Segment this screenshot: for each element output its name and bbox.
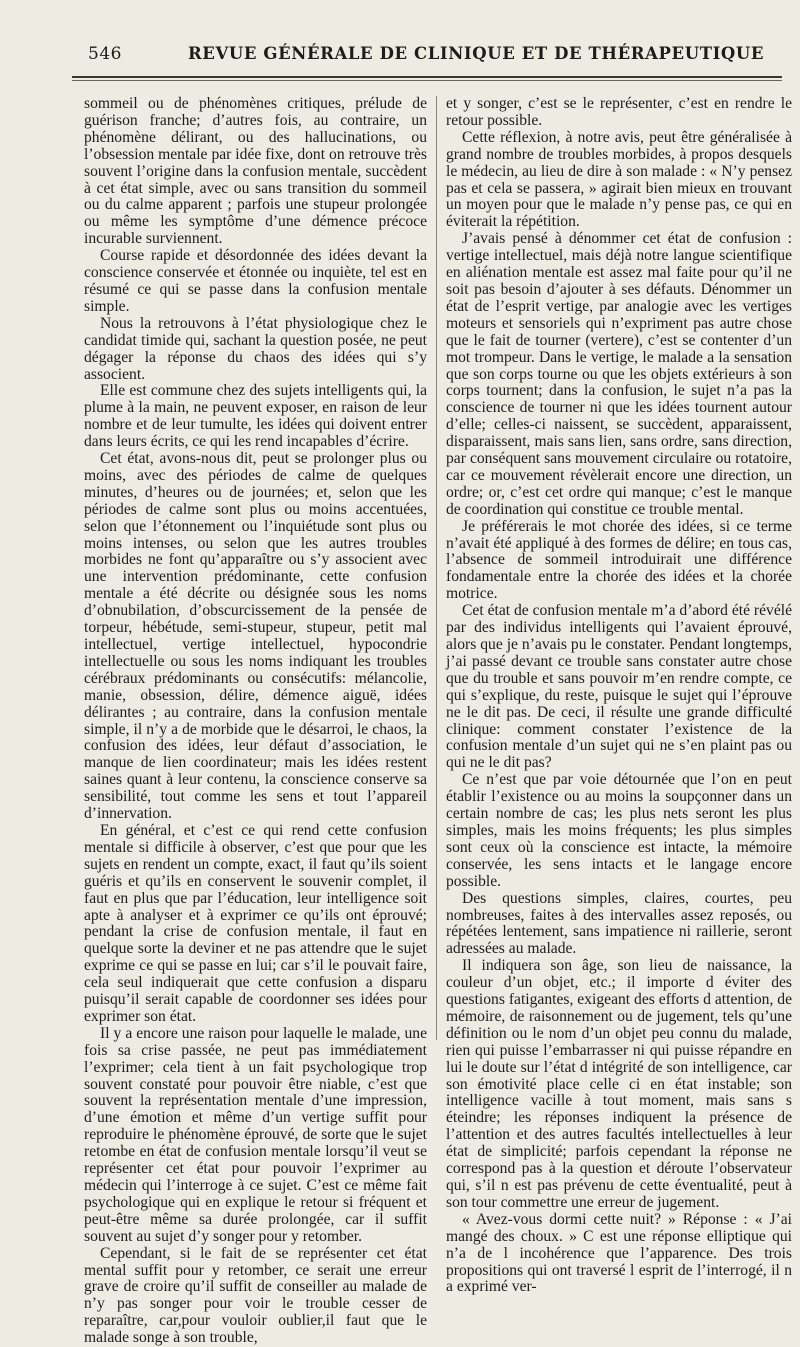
page-header [0, 0, 800, 82]
paragraph: Course rapide et désordonnée des idées devant la conscience conservée et étonnée ou inquiète, tel est en résumé ce qui se passe dans la confusion mentale simple. [84, 247, 427, 315]
running-title: REVUE GÉNÉRALE DE CLINIQUE ET DE THÉRAPEUTIQUE [188, 44, 765, 63]
paragraph: Cependant, si le fait de se représenter cet état mental suffit pour y retomber, ce serait une erreur grave de croire qu’il suffit de conseiller au malade de n’y pas songer pour voir le trouble cesser de reparaître, car,pour vouloir oublier,il faut que le malade songe à son trouble, [84, 1244, 427, 1347]
paragraph: Cette réflexion, à notre avis, peut être généralisée à grand nombre de troubles morbides, à propos desquels le médecin, au lieu de dire à son malade : « N’y pensez pas et cela se passera, » agirait bien mieux en trouvant un moyen pour que le malade n’y pense pas, ce qui en éviterait la répétition. [446, 128, 792, 231]
paragraph: En général, et c’est ce qui rend cette confusion mentale si difficile à observer, c’est que pour que les sujets en rendent un compte, exact, il faut qu’ils soient guéris et qu’ils en conservent le souvenir complet, il faut en plus que par l’éducation, leur intelligence soit apte à analyser et à exprimer ce qu’ils ont éprouvé; pendant la crise de confusion mentale, il faut en quelque sorte la deviner et ne pas attendre que le sujet exprime ce qui se passe en lui; car s’il le pouvait faire, cela seul indiquerait que cette confusion a disparu puisqu’il serait capable de coordonner ses idées pour exprimer son état. [84, 821, 427, 1025]
paragraph: « Avez-vous dormi cette nuit? » Réponse : « J’ai mangé des choux. » C est une réponse elliptique qui n’a de l incohérence que l’apparence. Des trois propositions qui ont traversé l esprit de l’interrogé, il n a exprimé ver- [446, 1210, 792, 1296]
paragraph: sommeil ou de phénomènes critiques, prélude de guérison franche; d’autres fois, au contraire, un phénomène délirant, ou des hallucinations, ou l’obsession mentale par idée fixe, dont on retrouve très souvent l’origine dans la confusion mentale, succèdent à cet état simple, avec ou sans transition du sommeil ou du calme apparent ; parfois une stupeur prolongée ou même les symptôme d’une démence précoce incurable surviennent. [84, 95, 427, 248]
paragraph: Elle est commune chez des sujets intelligents qui, la plume à la main, ne peuvent exposer, en raison de leur nombre et de leur tumulte, les idées qui doivent entrer dans leurs écrits, ce qui les rend incapables d’écrire. [84, 382, 427, 451]
left-column [84, 95, 427, 1347]
paragraph: Je préférerais le mot chorée des idées, si ce terme n’avait été appliqué à des formes de délire; en tous cas, l’absence de sommeil introduirait une différence fondamentale entre la chorée des idées et la chorée motrice. [446, 517, 792, 603]
header-rule-thin [72, 80, 782, 81]
paragraph: Ce n’est que par voie détournée que l’on en peut établir l’existence ou au moins la soupçonner dans un certain nombre de cas; les plus nets seront les plus simples, mais les moins fréquents; les plus simples sont ceux où la conscience est intacte, la mémoire conservée, les sens intacts et le langage encore possible. [446, 771, 792, 890]
column-divider [436, 96, 437, 1040]
paragraph: Il indiquera son âge, son lieu de naissance, la couleur d’un objet, etc.; il importe d éviter des questions fatigantes, exigeant des efforts d attention, de mémoire, de raisonnement ou de jugement, tels qu’une définition ou le nom d’un objet peu connu du malade, rien qui puisse l’embarrasser ni qui puisse répandre en lui le doute sur l’état d intégrité de son intelligence, car son émotivité place celle ci en état instable; son intelligence vacille à tout moment, mais sans s éteindre; les réponses indiquent la présence de l’attention et des autres facultés intellectuelles à leur état de simplicité; parfois cependant la réponse ne correspond pas à la question et déroute l’observateur qui, s’il n est pas prévenu de cette éventualité, peut à son tour commettre une erreur de jugement. [446, 957, 792, 1211]
paragraph: Des questions simples, claires, courtes, peu nombreuses, faites à des intervalles assez reposés, ou répétées lentement, sans impatience ni raillerie, seront adressées au malade. [446, 889, 792, 958]
paragraph: Il y a encore une raison pour laquelle le malade, une fois sa crise passée, ne peut pas immédiatement l’exprimer; cela tient à un fait psychologique trop souvent constaté pour pouvoir être niable, c’est que souvent la représentation mentale d’une impression, d’une émotion et même d’un vertige suffit pour reproduire le phénomène éprouvé, de sorte que le sujet retombe en état de confusion mentale lorsqu’il veut se représenter cet état pour pouvoir l’exprimer au médecin qui l’interroge à ce sujet. C’est ce même fait psychologique qui en explique le retour si fréquent et peut-être même sa durée prolongée, car il suffit souvent au sujet d’y songer pour y retomber. [84, 1024, 427, 1245]
paragraph: J’avais pensé à dénommer cet état de confusion : vertige intellectuel, mais déjà notre langue scientifique en aliénation mentale est assez mal faite pour qu’il ne soit pas besoin d’ajouter à ses défauts. Dénommer un état de l’esprit vertige, par analogie avec les vertiges moteurs et sensoriels qui n’expriment pas autre chose que le fait de tourner (vertere), c’est se contenter d’un mot trompeur. Dans le vertige, le malade a la sensation que son corps tourne ou que les objets extérieurs à son corps tournent; dans la confusion, le sujet n’a pas la conscience de tourner ni que les idées tournent autour d’elle; celles-ci naissent, se succèdent, apparaissent, disparaissent, mais sans lien, sans ordre, sans direction, par conséquent sans mouvement circulaire ou rotatoire, car ce mouvement révèlerait encore une direction, un ordre; or, c’est cet ordre qui manque; c’est le manque de coordination qui constitue ce trouble mental. [446, 230, 792, 518]
paragraph: Cet état, avons-nous dit, peut se prolonger plus ou moins, avec des périodes de calme de quelques minutes, d’heures ou de journées; et, selon que les périodes de calme sont plus ou moins accentuées, selon que l’étonnement ou l’inquiétude sont plus ou moins intenses, ou selon que les autres troubles morbides ne font qu’apparaître ou s’y associent avec une intervention prédominante, cette confusion mentale a été décrite ou désignée sous les noms d’obnubilation, d’obscurcissement de la pensée de torpeur, hébétude, semi-stupeur, stupeur, petit mal intellectuel, vertige intellectuel, hypocondrie intellectuelle ou sous les noms indiquant les troubles cérébraux prédominants ou consécutifs: mélancolie, manie, obsession, délire, démence aiguë, idées délirantes ; au contraire, dans la confusion mentale simple, il n’y a de morbide que le désarroi, le chaos, la confusion des idées, leur défaut d’association, le manque de lien coordinateur; mais les idées restent saines quant à leur contenu, la conscience conserve sa sensibilité, tout comme les sens et tout l’appareil d’innervation. [84, 450, 427, 823]
right-column [446, 95, 792, 1296]
page-number: 546 [88, 44, 122, 64]
paragraph: Cet état de confusion mentale m’a d’abord été révélé par des individus intelligents qui l’avaient éprouvé, alors que je n’avais pu le constater. Pendant longtemps, j’ai passé devant ce trouble sans constater autre chose que du trouble et sans pouvoir m’en rendre compte, ce qui s’explique, du reste, puisque le sujet qui l’éprouve ne le dit pas. De ceci, il résulte une grande difficulté clinique: comment constater l’existence de la confusion mentale d’un sujet qui ne s’en plaint pas ou qui ne le dit pas? [446, 602, 792, 772]
paragraph: Nous la retrouvons à l’état physiologique chez le candidat timide qui, sachant la question posée, ne peut dégager la réponse du chaos des idées qui s’y associent. [84, 314, 427, 383]
header-rule [72, 76, 782, 78]
paragraph: et y songer, c’est se le représenter, c’est en rendre le retour possible. [446, 95, 792, 129]
